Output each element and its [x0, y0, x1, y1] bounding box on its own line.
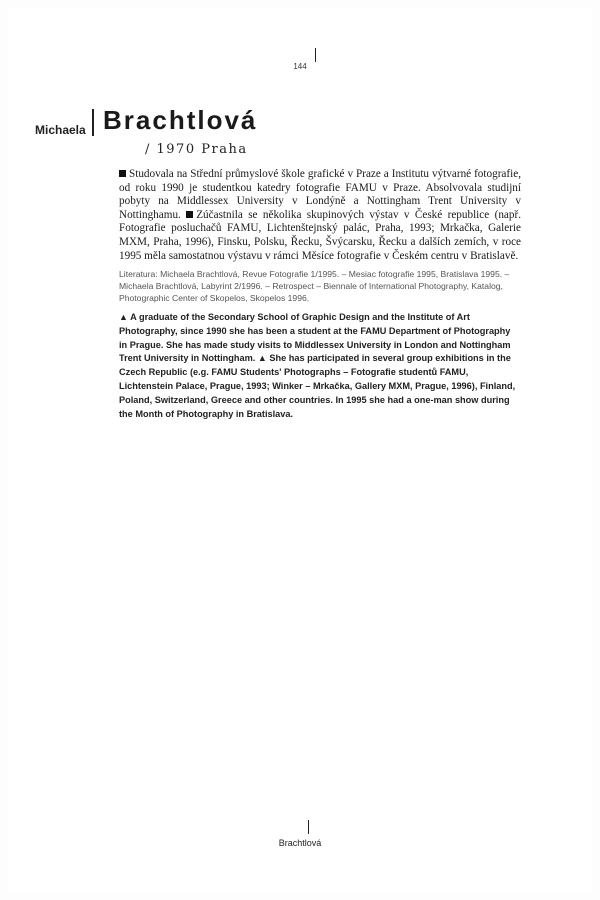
name-divider [92, 109, 94, 136]
page-background [8, 8, 592, 892]
biography-czech-part1: Studovala na Střední průmyslové škole grafické v Praze a Institutu výtvarné fotografie, od roku 1990 je studentkou katedry fotografie FAMU v Praze. Absolvovala studijní pobyty na Middlessex University v Londýně a Nottingham Trent University v Nottinghamu. [119, 168, 521, 221]
artist-surname: Brachtlová [103, 105, 258, 135]
triangle-bullet-icon: ▲ [257, 353, 267, 364]
top-page-marker [315, 48, 316, 62]
page-number: 144 [293, 62, 307, 71]
triangle-bullet-icon: ▲ [119, 312, 128, 322]
biography-czech [119, 168, 521, 263]
biography-english-part2: She has participated in several group exhibitions in the Czech Republic (e.g. FAMU Students' Photographs – Fotografie studentů FAMU, Lichtenstein Palace, Prague, 1993; Winker – Mrkačka, Gallery MXM, Prague, 1996), Finland, Poland, Switzerland, Greece and other countries. In 1995 she had a one-man show during the Month of Photography in Bratislava. [119, 353, 516, 419]
footer-artist-name: Brachtlová [278, 838, 322, 848]
biography-czech-part2: Zúčastnila se několika skupinových výstav v České republice (např. Fotografie posluchačů FAMU, Lichtenštejnský palác, Praha, 1993; Mrkačka, Galerie MXM, Praha, 1996), Finsku, Polsku, Řecku, Švýcarsku, Řecku a dalších zemích, v roce 1995 měla samostatnou výstavu v rámci Měsíce fotografie v Českém centru v Bratislavě. [119, 208, 521, 262]
bottom-page-marker [308, 820, 309, 834]
square-bullet-icon [119, 170, 126, 177]
square-bullet-icon [186, 211, 193, 218]
artist-birth-info: / 1970 Praha [145, 142, 248, 157]
biography-english [119, 311, 521, 421]
biography-english-part1: A graduate of the Secondary School of Graphic Design and the Institute of Art Photography, since 1990 she has been a student at the FAMU Department of Photography in Prague. She has made study visits to Middlessex University in London and Nottingham Trent University in Nottingham. [119, 312, 511, 364]
artist-first-name: Michaela [35, 123, 86, 137]
literature-references: Literatura: Michaela Brachtlová, Revue Fotografie 1/1995. – Mesiac fotografie 1995, Bratislava 1995. – Michaela Brachtlová, Labyrint 2/1996. – Retrospect – Biennale of International Photography, Katalog, Photographic Center of Skopelos, Skopelos 1996. [119, 269, 510, 304]
